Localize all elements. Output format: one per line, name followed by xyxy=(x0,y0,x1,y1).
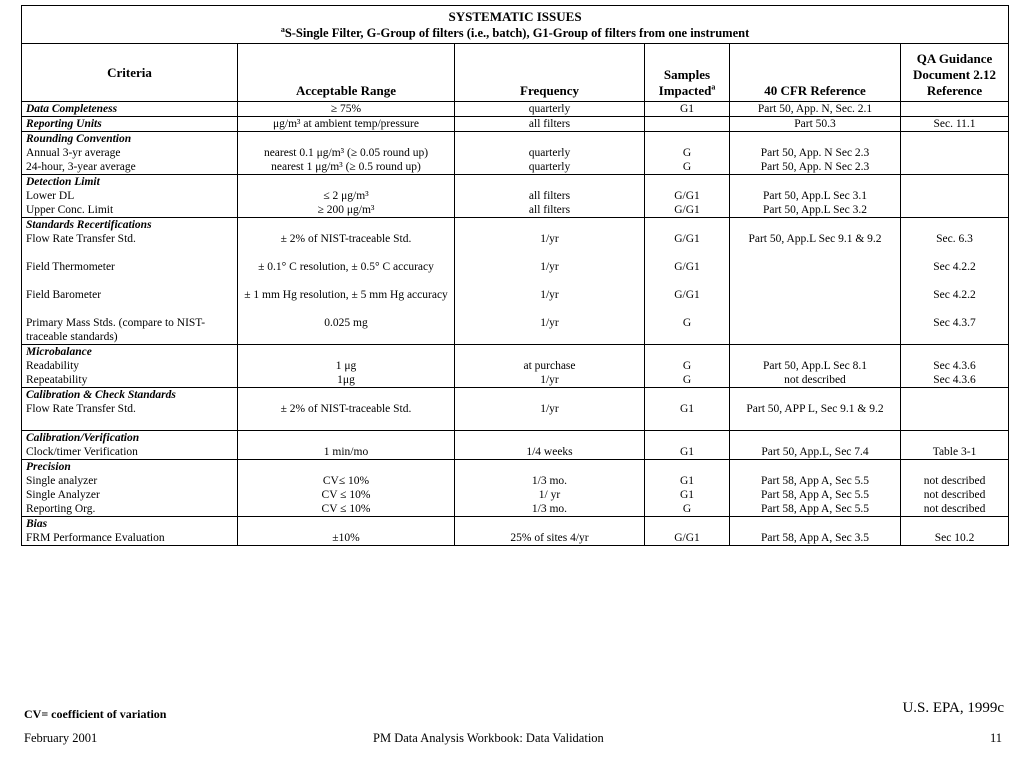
spacer xyxy=(905,345,1004,359)
header-samples-text: Samples Impacted xyxy=(658,67,712,98)
frequency-cell xyxy=(455,175,645,218)
frequency-cell xyxy=(455,218,645,345)
qa-reference xyxy=(905,189,1004,203)
cfr-reference-cell xyxy=(730,175,901,218)
frequency-cell xyxy=(455,117,645,132)
spacer xyxy=(734,345,896,359)
spacer xyxy=(459,517,640,531)
cfr-reference-cell xyxy=(730,132,901,175)
qa-reference-cell xyxy=(901,460,1009,517)
qa-reference: Sec 4.3.6 xyxy=(933,360,976,372)
header-cfr-reference: 40 CFR Reference xyxy=(730,44,901,102)
header-samples-superscript: a xyxy=(711,82,716,92)
frequency: 1/4 weeks xyxy=(526,446,573,458)
qa-reference-cell xyxy=(901,175,1009,218)
spacer xyxy=(242,132,450,146)
spacer xyxy=(905,460,1004,474)
cfr-reference: Part 58, App A, Sec 5.5 xyxy=(761,503,869,515)
acceptable-range-cell xyxy=(238,388,455,431)
cfr-reference: Part 50, App. N Sec 2.3 xyxy=(760,161,870,173)
section-row xyxy=(22,345,1009,388)
samples-impacted-cell xyxy=(645,117,730,132)
spacer xyxy=(459,388,640,402)
section-heading: Reporting Units xyxy=(26,118,102,130)
frequency: quarterly xyxy=(528,103,571,115)
criteria-label: Clock/timer Verification xyxy=(26,446,138,458)
cfr-reference: Part 58, App A, Sec 5.5 xyxy=(761,489,869,501)
qa-reference: Sec. 6.3 xyxy=(936,233,973,245)
samples-impacted-cell xyxy=(645,460,730,517)
criteria-label: Repeatability xyxy=(26,374,88,386)
frequency: 1/yr xyxy=(540,317,559,329)
spacer xyxy=(905,132,1004,146)
cfr-reference: Part 50, App. N, Sec. 2.1 xyxy=(757,103,873,115)
frequency: 1/ yr xyxy=(538,489,561,501)
criteria-label: Field Barometer xyxy=(26,289,102,301)
samples-impacted: G/G1 xyxy=(674,289,700,301)
acceptable-range: nearest 1 μg/m³ (≥ 0.5 round up) xyxy=(271,161,421,173)
criteria-label: Reporting Org. xyxy=(26,503,96,515)
frequency: 1/yr xyxy=(540,374,559,386)
frequency: quarterly xyxy=(528,161,571,173)
section-row xyxy=(22,460,1009,517)
cfr-reference xyxy=(734,260,896,288)
cv-footnote: CV= coefficient of variation xyxy=(24,707,167,721)
acceptable-range: ± 0.1° C resolution, ± 0.5° C accuracy xyxy=(258,261,434,273)
cfr-reference-cell xyxy=(730,431,901,460)
samples-impacted: G1 xyxy=(679,403,695,415)
criteria-cell xyxy=(22,517,238,546)
section-heading: Standards Recertifications xyxy=(26,219,152,231)
header-acceptable-range: Acceptable Range xyxy=(238,44,455,102)
spacer xyxy=(242,218,450,232)
cfr-reference-cell xyxy=(730,517,901,546)
spacer xyxy=(734,431,896,445)
acceptable-range: nearest 0.1 μg/m³ (≥ 0.05 round up) xyxy=(263,147,429,159)
samples-impacted: G xyxy=(682,374,692,386)
cfr-reference: not described xyxy=(784,374,846,386)
samples-impacted: G xyxy=(682,360,692,372)
acceptable-range: ±10% xyxy=(332,532,360,544)
acceptable-range-cell xyxy=(238,345,455,388)
frequency: all filters xyxy=(528,118,571,130)
acceptable-range: CV≤ 10% xyxy=(322,475,370,487)
cfr-reference: Part 50, APP L, Sec 9.1 & 9.2 xyxy=(746,403,884,415)
criteria-label: Flow Rate Transfer Std. xyxy=(26,233,136,245)
footer-date: February 2001 xyxy=(24,731,98,745)
frequency-cell xyxy=(455,517,645,546)
section-heading: Detection Limit xyxy=(26,176,100,188)
cfr-reference: Part 50, App.L, Sec 7.4 xyxy=(761,446,869,458)
qa-reference: not described xyxy=(923,475,986,487)
criteria-label: Annual 3-yr average xyxy=(26,147,121,159)
samples-impacted: G xyxy=(682,161,692,173)
acceptable-range: ≥ 200 μg/m³ xyxy=(317,204,375,216)
criteria-cell xyxy=(22,388,238,431)
cfr-reference: Part 50, App.L Sec 8.1 xyxy=(762,360,868,372)
section-row xyxy=(22,117,1009,132)
qa-reference: Sec 4.3.7 xyxy=(933,317,976,329)
frequency-cell xyxy=(455,388,645,431)
qa-reference xyxy=(905,160,1004,174)
qa-reference: not described xyxy=(923,489,986,501)
criteria-label: Upper Conc. Limit xyxy=(26,204,114,216)
frequency: 1/yr xyxy=(540,261,559,273)
acceptable-range-cell xyxy=(238,132,455,175)
table-subtitle-text: S-Single Filter, G-Group of filters (i.e., batch), G1-Group of filters from one instrument xyxy=(284,26,750,40)
criteria-cell xyxy=(22,460,238,517)
frequency: 25% of sites 4/yr xyxy=(510,532,589,544)
criteria-label: Lower DL xyxy=(26,190,75,202)
spacer xyxy=(734,517,896,531)
qa-reference-cell xyxy=(901,117,1009,132)
cfr-reference: Part 50.3 xyxy=(794,118,836,130)
frequency: 1/yr xyxy=(540,233,559,245)
subtitle-superscript: a xyxy=(280,24,285,34)
spacer xyxy=(734,388,896,402)
acceptable-range: μg/m³ at ambient temp/pressure xyxy=(273,118,419,130)
spacer xyxy=(649,388,725,402)
header-samples-impacted xyxy=(645,44,730,102)
cfr-reference: Part 50, App. N Sec 2.3 xyxy=(760,147,870,159)
spacer xyxy=(459,460,640,474)
criteria-cell xyxy=(22,175,238,218)
section-row xyxy=(22,218,1009,345)
qa-reference-cell xyxy=(901,102,1009,117)
spacer xyxy=(459,345,640,359)
acceptable-range-cell xyxy=(238,175,455,218)
samples-impacted: G/G1 xyxy=(674,190,700,202)
section-row xyxy=(22,431,1009,460)
section-heading: Calibration & Check Standards xyxy=(26,389,176,401)
cfr-reference-cell xyxy=(730,218,901,345)
spacer xyxy=(242,175,450,189)
samples-impacted-cell xyxy=(645,175,730,218)
samples-impacted: G xyxy=(682,317,692,329)
frequency-cell xyxy=(455,431,645,460)
cfr-reference: Part 50, App.L Sec 3.2 xyxy=(762,204,868,216)
spacer xyxy=(459,431,640,445)
spacer xyxy=(459,132,640,146)
cfr-reference-cell xyxy=(730,102,901,117)
section-heading: Data Completeness xyxy=(26,103,118,115)
cfr-reference xyxy=(734,316,896,344)
table-title-cell xyxy=(22,6,1009,44)
spacer xyxy=(905,517,1004,531)
criteria-cell xyxy=(22,218,238,345)
spacer xyxy=(649,345,725,359)
criteria-label: 24-hour, 3-year average xyxy=(26,161,136,173)
spacer xyxy=(905,175,1004,189)
acceptable-range: CV ≤ 10% xyxy=(321,503,371,515)
cfr-reference-cell xyxy=(730,117,901,132)
samples-impacted-cell xyxy=(645,132,730,175)
criteria-cell xyxy=(22,431,238,460)
samples-impacted-cell xyxy=(645,517,730,546)
acceptable-range: 1 μg xyxy=(335,360,357,372)
qa-reference xyxy=(905,203,1004,217)
qa-reference: Sec 4.2.2 xyxy=(933,289,976,301)
spacer xyxy=(459,218,640,232)
criteria-label: Primary Mass Stds. (compare to NIST-traceable standards) xyxy=(26,317,206,343)
spacer xyxy=(242,517,450,531)
acceptable-range-cell xyxy=(238,517,455,546)
cfr-reference-cell xyxy=(730,460,901,517)
qa-reference: Table 3-1 xyxy=(932,446,977,458)
qa-reference xyxy=(905,146,1004,160)
section-row xyxy=(22,388,1009,431)
criteria-cell xyxy=(22,102,238,117)
samples-impacted: G1 xyxy=(679,489,695,501)
qa-reference: Sec. 11.1 xyxy=(933,118,976,130)
frequency: at purchase xyxy=(523,360,576,372)
acceptable-range: ≤ 2 μg/m³ xyxy=(323,190,369,202)
acceptable-range-cell xyxy=(238,431,455,460)
qa-reference: Sec 4.2.2 xyxy=(933,261,976,273)
samples-impacted: G1 xyxy=(679,475,695,487)
spacer xyxy=(734,132,896,146)
cfr-reference: Part 50, App.L Sec 9.1 & 9.2 xyxy=(748,233,882,245)
frequency: 1/yr xyxy=(540,289,559,301)
header-frequency: Frequency xyxy=(455,44,645,102)
acceptable-range-cell xyxy=(238,460,455,517)
samples-impacted: G xyxy=(682,147,692,159)
table-title: SYSTEMATIC ISSUES xyxy=(448,9,582,24)
frequency: 1/3 mo. xyxy=(531,503,568,515)
frequency: all filters xyxy=(528,190,571,202)
header-qa-reference: QA Guidance Document 2.12 Reference xyxy=(901,44,1009,102)
acceptable-range-cell xyxy=(238,117,455,132)
acceptable-range: 0.025 mg xyxy=(324,317,368,329)
samples-impacted: G/G1 xyxy=(674,233,700,245)
header-criteria: Criteria xyxy=(22,44,238,102)
section-row xyxy=(22,517,1009,546)
criteria-cell xyxy=(22,132,238,175)
samples-impacted-cell xyxy=(645,102,730,117)
qa-reference: Sec 10.2 xyxy=(934,532,975,544)
frequency: quarterly xyxy=(528,147,571,159)
qa-reference-cell xyxy=(901,517,1009,546)
table-subtitle xyxy=(26,25,1004,41)
qa-reference-cell xyxy=(901,345,1009,388)
frequency-cell xyxy=(455,102,645,117)
spacer xyxy=(459,175,640,189)
spacer xyxy=(734,175,896,189)
samples-impacted: G xyxy=(682,503,692,515)
criteria-cell xyxy=(22,345,238,388)
frequency: 1/3 mo. xyxy=(531,475,568,487)
spacer xyxy=(649,460,725,474)
spacer xyxy=(905,431,1004,445)
section-row xyxy=(22,132,1009,175)
frequency: all filters xyxy=(528,204,571,216)
spacer xyxy=(242,431,450,445)
acceptable-range: ± 1 mm Hg resolution, ± 5 mm Hg accuracy xyxy=(244,289,448,301)
table-body xyxy=(22,102,1009,546)
qa-reference xyxy=(905,402,1004,430)
acceptable-range: ± 2% of NIST-traceable Std. xyxy=(280,233,412,245)
section-heading: Bias xyxy=(26,518,48,530)
frequency-cell xyxy=(455,132,645,175)
section-heading: Calibration/Verification xyxy=(26,432,140,444)
frequency-cell xyxy=(455,460,645,517)
cfr-reference xyxy=(734,288,896,316)
spacer xyxy=(649,517,725,531)
spacer xyxy=(242,460,450,474)
acceptable-range-cell xyxy=(238,218,455,345)
spacer xyxy=(649,218,725,232)
samples-impacted-cell xyxy=(645,218,730,345)
acceptable-range: 1 min/mo xyxy=(323,446,369,458)
samples-impacted-cell xyxy=(645,431,730,460)
samples-impacted-cell xyxy=(645,388,730,431)
criteria-label: Single Analyzer xyxy=(26,489,100,501)
footer-page-number: 11 xyxy=(989,731,1002,745)
citation: U.S. EPA, 1999c xyxy=(902,700,1004,716)
spacer xyxy=(905,218,1004,232)
cfr-reference-cell xyxy=(730,388,901,431)
samples-impacted-cell xyxy=(645,345,730,388)
section-heading: Microbalance xyxy=(26,346,92,358)
spacer xyxy=(242,345,450,359)
spacer xyxy=(905,388,1004,402)
spacer xyxy=(734,460,896,474)
samples-impacted: G/G1 xyxy=(674,261,700,273)
spacer xyxy=(649,132,725,146)
cfr-reference: Part 58, App A, Sec 5.5 xyxy=(761,475,869,487)
frequency-cell xyxy=(455,345,645,388)
acceptable-range: 1μg xyxy=(337,374,355,386)
section-row xyxy=(22,175,1009,218)
cfr-reference: Part 50, App.L Sec 3.1 xyxy=(762,190,868,202)
acceptable-range: ± 2% of NIST-traceable Std. xyxy=(280,403,412,415)
criteria-label: Flow Rate Transfer Std. xyxy=(26,403,136,415)
qa-reference-cell xyxy=(901,132,1009,175)
footer-workbook-title: PM Data Analysis Workbook: Data Validation xyxy=(373,731,604,745)
section-heading: Precision xyxy=(26,461,71,473)
cfr-reference: Part 58, App A, Sec 3.5 xyxy=(761,532,869,544)
samples-impacted: G/G1 xyxy=(674,204,700,216)
spacer xyxy=(242,388,450,402)
spacer xyxy=(649,431,725,445)
section-heading: Rounding Convention xyxy=(26,133,132,145)
qa-reference: Sec 4.3.6 xyxy=(933,374,976,386)
samples-impacted xyxy=(649,117,725,131)
criteria-label: Field Thermometer xyxy=(26,261,115,273)
acceptable-range-cell xyxy=(238,102,455,117)
frequency: 1/yr xyxy=(540,403,559,415)
qa-reference-cell xyxy=(901,388,1009,431)
samples-impacted: G1 xyxy=(679,103,695,115)
section-row xyxy=(22,102,1009,117)
samples-impacted: G1 xyxy=(679,446,695,458)
cfr-reference-cell xyxy=(730,345,901,388)
criteria-cell xyxy=(22,117,238,132)
criteria-label: FRM Performance Evaluation xyxy=(26,532,165,544)
criteria-label: Single analyzer xyxy=(26,475,98,487)
criteria-label: Readability xyxy=(26,360,80,372)
spacer xyxy=(649,175,725,189)
qa-reference: not described xyxy=(923,503,986,515)
qa-reference-cell xyxy=(901,218,1009,345)
acceptable-range: ≥ 75% xyxy=(330,103,362,115)
samples-impacted: G/G1 xyxy=(674,532,700,544)
spacer xyxy=(734,218,896,232)
systematic-issues-table xyxy=(21,5,1009,546)
acceptable-range: CV ≤ 10% xyxy=(321,489,371,501)
qa-reference-cell xyxy=(901,431,1009,460)
qa-reference xyxy=(905,102,1004,116)
